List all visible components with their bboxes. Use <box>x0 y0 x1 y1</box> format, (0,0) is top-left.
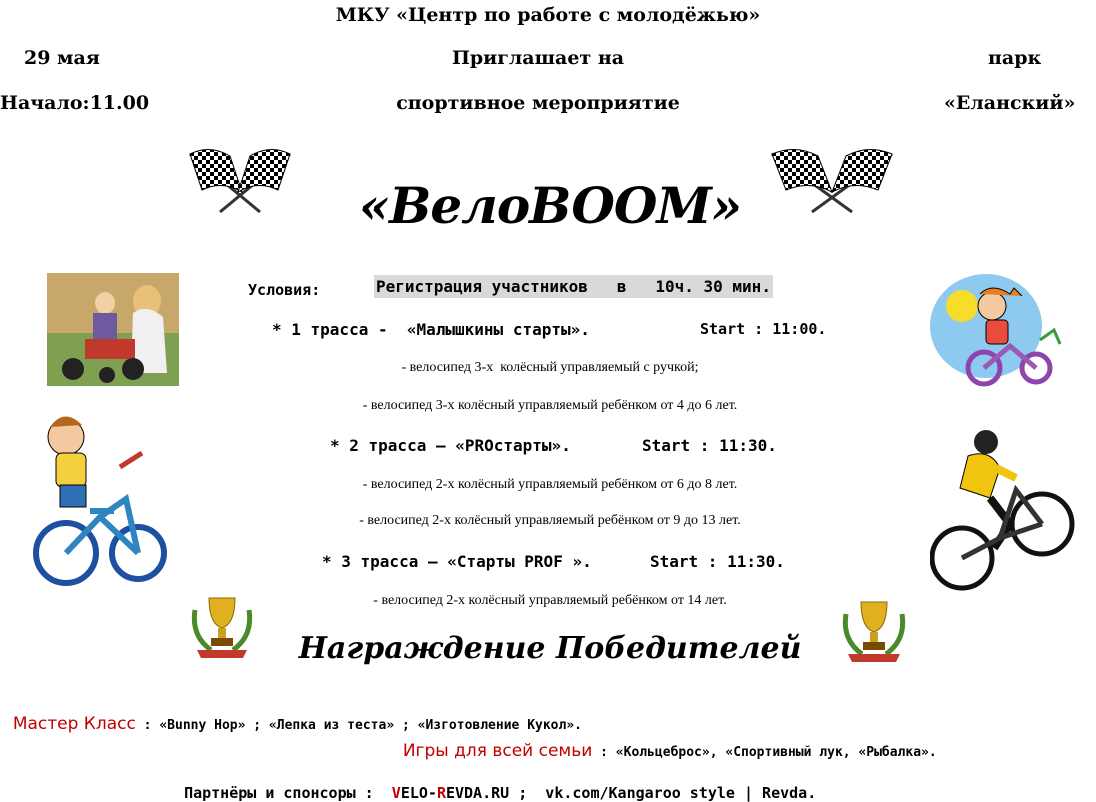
partners-label: Партнёры и спонсоры : <box>184 784 392 802</box>
start-time: Начало:11.00 <box>0 92 150 114</box>
track-1-line-2: - велосипед 3-х колёсный управляемый ребёнком от 4 до 6 лет. <box>362 398 738 413</box>
master-class-items: : «Bunny Hop» ; «Лепка из теста» ; «Изготовление Кукол». <box>135 718 582 733</box>
child-tricycle-photo <box>47 273 179 386</box>
place-word: парк <box>988 47 1042 69</box>
track-2-start: Start : 11:30. <box>642 436 777 455</box>
event-type: спортивное мероприятие <box>396 92 680 114</box>
track-1-heading: * 1 трасса - «Малышкины старты». <box>272 320 590 339</box>
partners-line <box>166 766 816 802</box>
mountain-biker-illustration <box>930 428 1076 596</box>
park-name: «Еланский» <box>944 92 1076 114</box>
trophy-icon <box>836 594 912 666</box>
partners-elo: ELO- <box>400 784 437 802</box>
track-3-line-1: - велосипед 2-х колёсный управляемый ребёнком от 14 лет. <box>373 593 727 608</box>
partners-rest: EVDA.RU ; vk.com/Kangaroo style | Revda. <box>445 784 817 802</box>
conditions-label: Условия: <box>248 281 321 299</box>
award-heading: Награждение Победителей <box>298 631 802 666</box>
event-date: 29 мая <box>24 47 100 69</box>
registration-info: Регистрация участников в 10ч. 30 мин. <box>376 277 771 296</box>
invite-text: Приглашает на <box>451 47 625 69</box>
master-class-label: Мастер Класс <box>12 714 136 734</box>
event-title: «ВелоBOOM» <box>358 176 742 235</box>
partners-r: R <box>436 784 446 802</box>
partners-v: V <box>391 784 401 802</box>
boy-bicycle-illustration <box>30 407 168 591</box>
trophy-icon <box>185 590 259 662</box>
checkered-flags-icon <box>170 140 310 216</box>
family-games-label: Игры для всей семьи <box>402 741 593 761</box>
track-2-heading: * 2 трасса – «PROстарты». <box>330 436 571 455</box>
track-2-line-1: - велосипед 2-х колёсный управляемый ребёнком от 6 до 8 лет. <box>362 477 738 492</box>
track-2-line-2: - велосипед 2-х колёсный управляемый ребёнком от 9 до 13 лет. <box>359 513 741 528</box>
track-1-start: Start : 11:00. <box>700 320 827 338</box>
family-games-items: : «Кольцеброс», «Спортивный лук, «Рыбалка». <box>592 745 937 760</box>
org-title: МКУ «Центр по работе с молодёжью» <box>335 4 761 26</box>
girl-bicycle-illustration <box>930 270 1076 392</box>
family-games-line <box>392 721 937 761</box>
track-1-line-1: - велосипед 3-х колёсный управляемый с ручкой; <box>401 360 699 375</box>
track-3-heading: * 3 трасса – «Старты PROF ». <box>322 552 592 571</box>
track-3-start: Start : 11:30. <box>650 552 785 571</box>
